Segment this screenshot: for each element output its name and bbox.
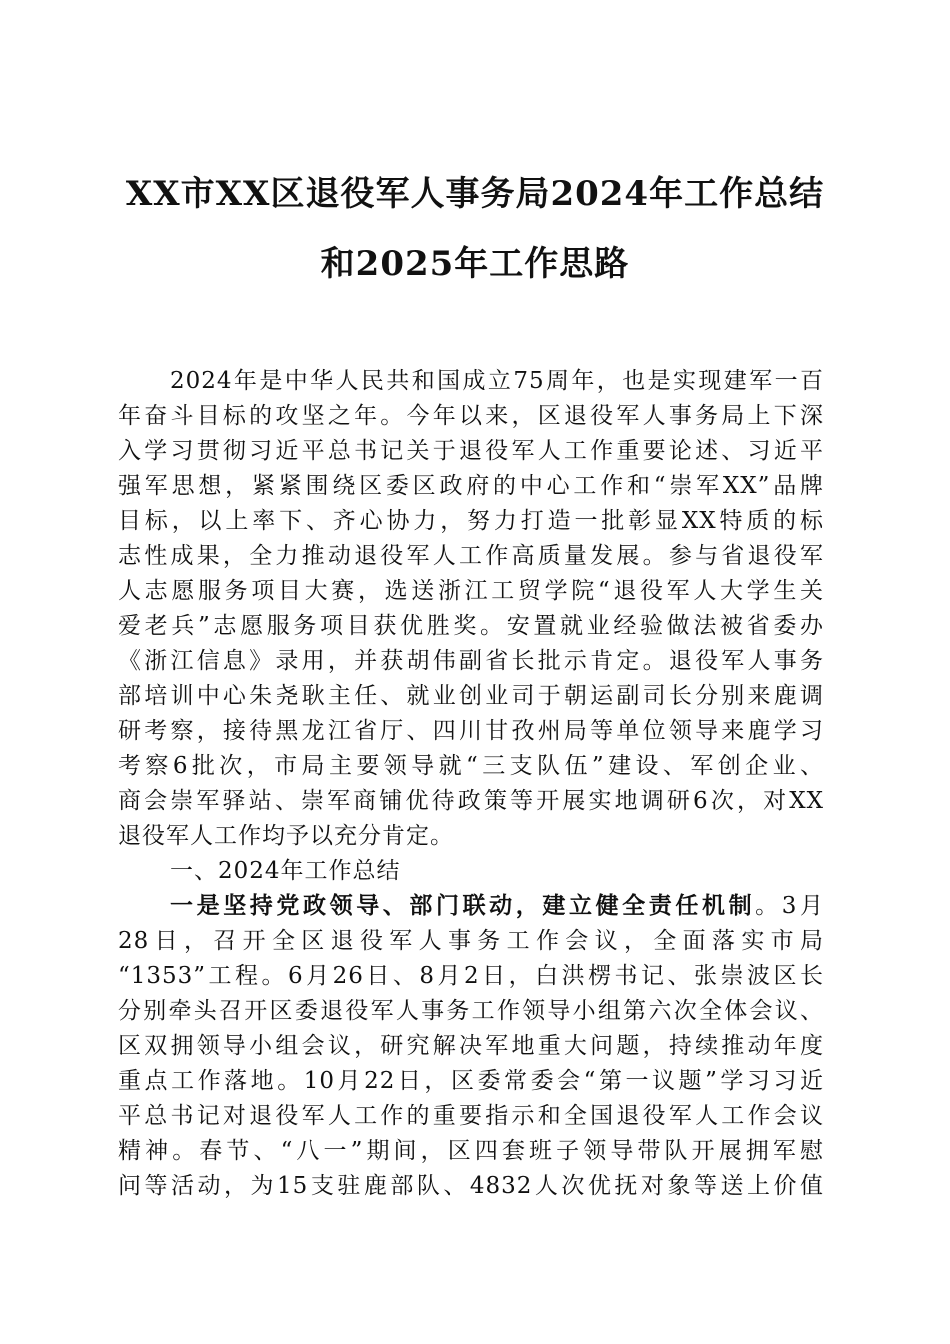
intro-line: 退役军人工作均予以充分肯定。 xyxy=(118,823,454,849)
intro-line: 入学习贯彻习近平总书记关于退役军人工作重要论述、习近平 xyxy=(118,438,824,464)
point1-line: 28日，召开全区退役军人事务工作会议，全面落实市局 xyxy=(118,928,824,954)
point1-line: 分别牵头召开区委退役军人事务工作领导小组第六次全体会议、 xyxy=(118,998,824,1024)
point1-lead-tail: 。3月 xyxy=(755,893,824,919)
section-heading: 一、2024年工作总结 xyxy=(170,858,401,884)
point1-bold-lead: 一是坚持党政领导、部门联动，建立健全责任机制 xyxy=(170,892,756,919)
intro-line: 年奋斗目标的攻坚之年。今年以来，区退役军人事务局上下深 xyxy=(118,403,824,429)
intro-line: 目标，以上率下、齐心协力，努力打造一批彰显XX特质的标 xyxy=(118,508,824,534)
intro-line: 商会崇军驿站、崇军商铺优待政策等开展实地调研6次，对XX xyxy=(118,788,824,814)
point1-line: “1353”工程。6月26日、8月2日，白洪楞书记、张崇波区长 xyxy=(118,963,824,989)
intro-line: 爱老兵”志愿服务项目获优胜奖。安置就业经验做法被省委办 xyxy=(118,613,824,639)
point1-first-line xyxy=(170,891,824,921)
point1-line: 平总书记对退役军人工作的重要指示和全国退役军人工作会议 xyxy=(118,1103,824,1129)
intro-line: 《浙江信息》录用，并获胡伟副省长批示肯定。退役军人事务 xyxy=(118,648,824,674)
intro-line: 研考察，接待黑龙江省厅、四川甘孜州局等单位领导来鹿学习 xyxy=(118,718,824,744)
intro-line: 强军思想，紧紧围绕区委区政府的中心工作和“崇军XX”品牌 xyxy=(118,473,824,499)
point1-line: 重点工作落地。10月22日，区委常委会“第一议题”学习习近 xyxy=(118,1068,824,1094)
intro-line: 人志愿服务项目大赛，选送浙江工贸学院“退役军人大学生关 xyxy=(118,578,824,604)
document-title-line-2: 和2025年工作思路 xyxy=(320,244,630,284)
intro-line: 部培训中心朱尧耿主任、就业创业司于朝运副司长分别来鹿调 xyxy=(118,683,824,709)
intro-line: 考察6批次，市局主要领导就“三支队伍”建设、军创企业、 xyxy=(118,753,824,779)
point1-line: 精神。春节、“八一”期间，区四套班子领导带队开展拥军慰 xyxy=(118,1138,824,1164)
intro-line: 志性成果，全力推动退役军人工作高质量发展。参与省退役军 xyxy=(118,543,824,569)
document-title-line-1: XX市XX区退役军人事务局2024年工作总结 xyxy=(125,174,825,214)
point1-line: 问等活动，为15支驻鹿部队、4832人次优抚对象等送上价值 xyxy=(118,1173,824,1199)
intro-line: 2024年是中华人民共和国成立75周年，也是实现建军一百 xyxy=(170,368,824,394)
point1-line: 区双拥领导小组会议，研究解决军地重大问题，持续推动年度 xyxy=(118,1033,824,1059)
